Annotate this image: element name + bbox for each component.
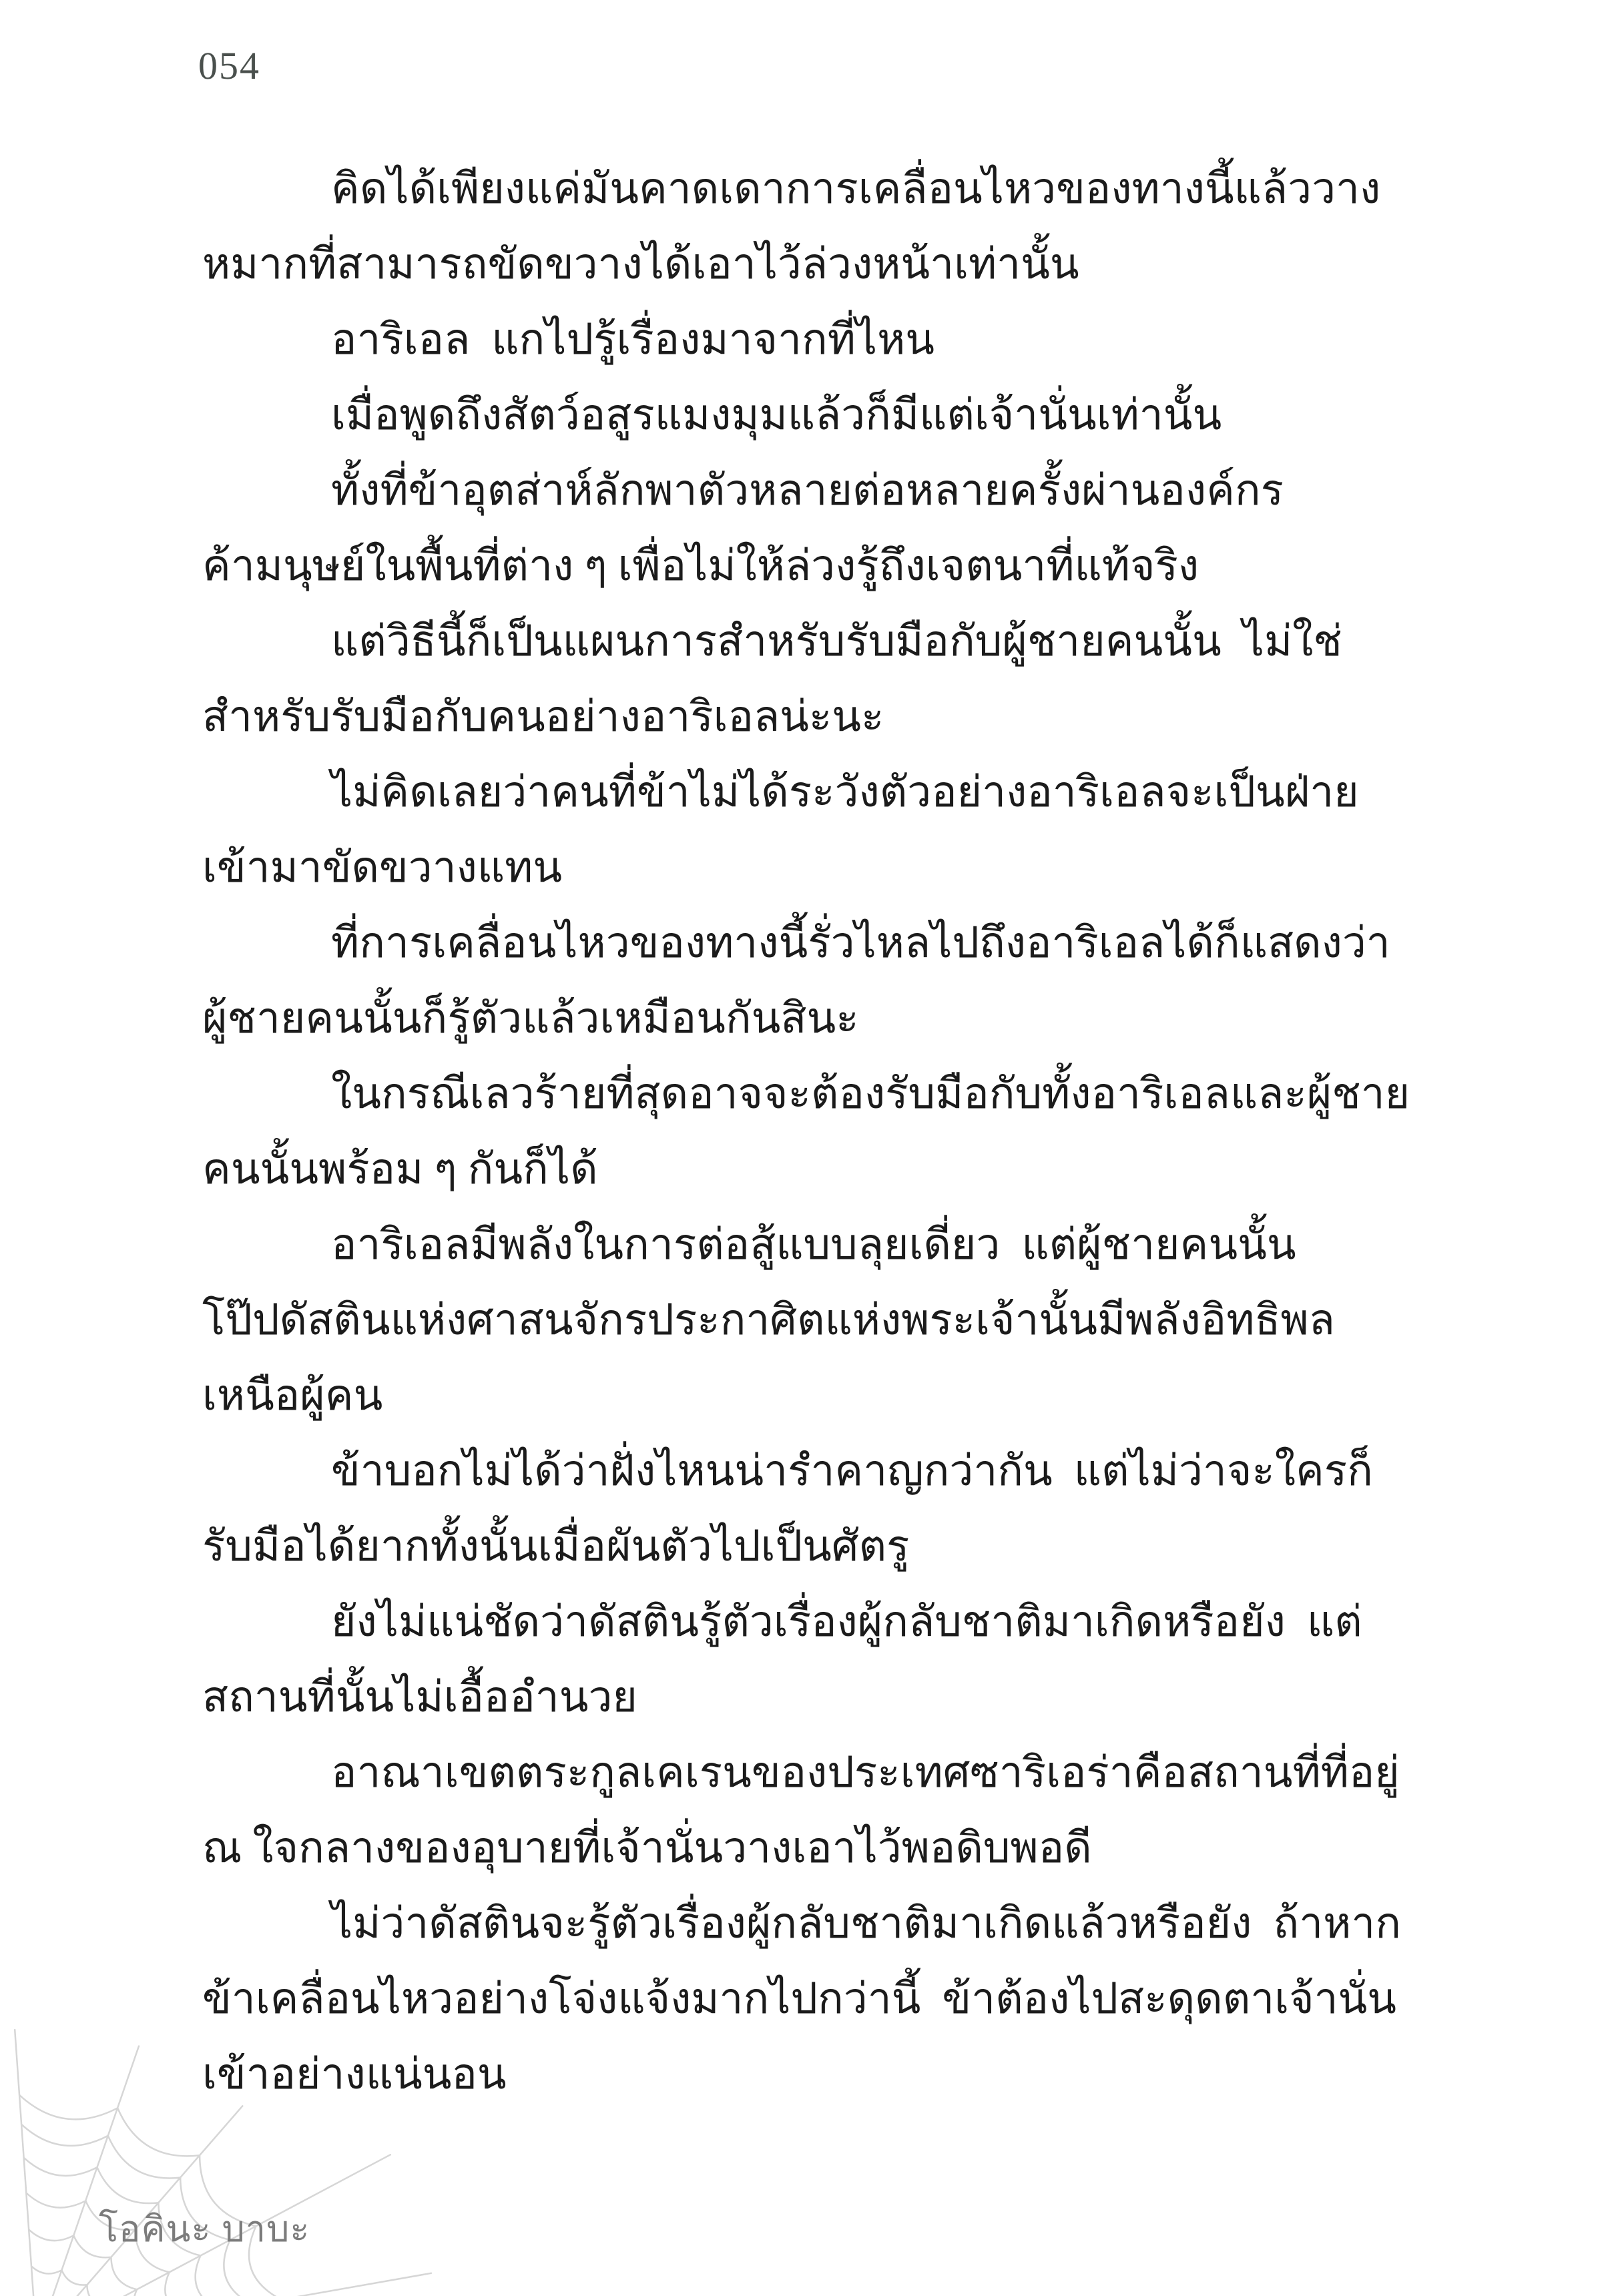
text-line: สถานที่นั้นไม่เอื้ออำนวย (202, 1673, 637, 1721)
text-line: รับมือได้ยากทั้งนั้นเมื่อผันตัวไปเป็นศัตรู (202, 1522, 910, 1570)
text-line: ไม่คิดเลยว่าคนที่ข้าไม่ได้ระวังตัวอย่างอาริเอลจะเป็นฝ่าย (331, 768, 1359, 816)
text-line: ข้าเคลื่อนไหวอย่างโจ่งแจ้งมากไปกว่านี้ ข้าต้องไปสะดุดตาเจ้านั่น (202, 1975, 1397, 2022)
text-line: ผู้ชายคนนั้นก็รู้ตัวแล้วเหมือนกันสินะ (202, 994, 859, 1042)
text-line: คนนั้นพร้อม ๆ กันก็ได้ (202, 1145, 598, 1193)
text-line: ค้ามนุษย์ในพื้นที่ต่าง ๆ เพื่อไม่ให้ล่วงรู้ถึงเจตนาที่แท้จริง (202, 542, 1199, 589)
text-line: ไม่ว่าดัสตินจะรู้ตัวเรื่องผู้กลับชาติมาเกิดแล้วหรือยัง ถ้าหาก (331, 1900, 1401, 1947)
text-line: สำหรับรับมือกับคนอย่างอาริเอลน่ะนะ (202, 693, 884, 740)
text-line: อาริเอลมีพลังในการต่อสู้แบบลุยเดี่ยว แต่ผู้ชายคนนั้น (331, 1221, 1296, 1268)
text-line: ในกรณีเลวร้ายที่สุดอาจจะต้องรับมือกับทั้งอาริเอลและผู้ชาย (331, 1070, 1410, 1117)
text-line: เมื่อพูดถึงสัตว์อสูรแมงมุมแล้วก็มีแต่เจ้านั่นเท่านั้น (331, 391, 1222, 439)
text-line: คิดได้เพียงแค่มันคาดเดาการเคลื่อนไหวของทางนี้แล้ววาง (331, 165, 1381, 212)
text-line: ทั้งที่ข้าอุตส่าห์ลักพาตัวหลายต่อหลายครั้งผ่านองค์กร (331, 467, 1284, 514)
text-line: อาริเอล แกไปรู้เรื่องมาจากที่ไหน (331, 316, 935, 363)
text-line: แต่วิธีนี้ก็เป็นแผนการสำหรับรับมือกับผู้ชายคนนั้น ไม่ใช่ (331, 617, 1342, 665)
text-line: เข้ามาขัดขวางแทน (202, 844, 563, 891)
author-name: โอคินะ บาบะ (99, 2209, 310, 2249)
text-line: ข้าบอกไม่ได้ว่าฝั่งไหนน่ารำคาญกว่ากัน แต่ไม่ว่าจะใครก็ (331, 1447, 1373, 1494)
text-line: ที่การเคลื่อนไหวของทางนี้รั่วไหลไปถึงอาริเอลได้ก็แสดงว่า (331, 919, 1390, 966)
text-line: อาณาเขตตระกูลเคเรนของประเทศซาริเอร่าคือสถานที่ที่อยู่ (331, 1749, 1400, 1796)
text-line: เข้าอย่างแน่นอน (202, 2050, 507, 2098)
text-line: เหนือผู้คน (202, 1372, 383, 1419)
text-line: ณ ใจกลางของอุบายที่เจ้านั่นวางเอาไว้พอดิบพอดี (202, 1824, 1092, 1872)
text-line: โป๊ปดัสตินแห่งศาสนจักรประกาศิตแห่งพระเจ้านั้นมีพลังอิทธิพล (202, 1296, 1335, 1344)
text-line: ยังไม่แน่ชัดว่าดัสตินรู้ตัวเรื่องผู้กลับชาติมาเกิดหรือยัง แต่ (331, 1598, 1362, 1645)
page-number: 054 (198, 44, 260, 87)
text-line: หมากที่สามารถขัดขวางได้เอาไว้ล่วงหน้าเท่านั้น (202, 240, 1079, 288)
body-text (202, 151, 1410, 2112)
